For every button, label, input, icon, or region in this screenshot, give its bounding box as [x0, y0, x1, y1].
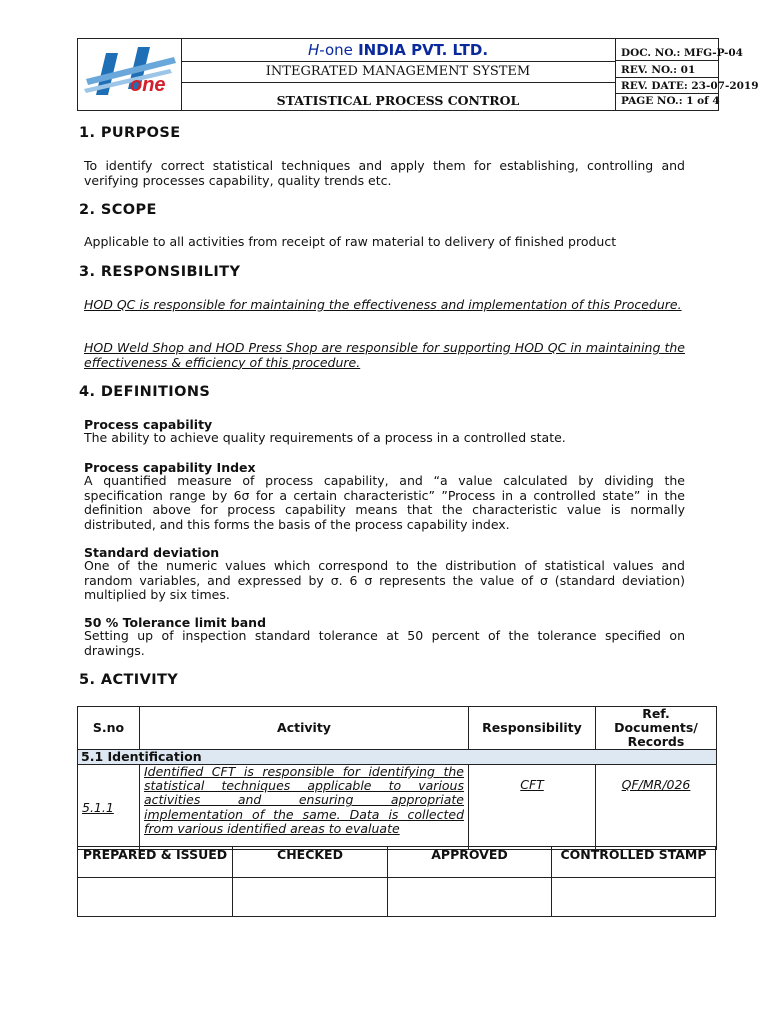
definition-text: One of the numeric values which correspond to the distribution of statistical values and random variables, and expressed by σ. 6 σ represents the value of σ (standard deviation) multiplied by six times.	[84, 558, 685, 602]
signoff-cell	[233, 878, 388, 917]
definition-term: Process capability	[84, 417, 213, 432]
section-heading-scope: 2. SCOPE	[79, 202, 157, 218]
section-heading-purpose: 1. PURPOSE	[79, 125, 181, 141]
definition-text: The ability to achieve quality requirements of a process in a controlled state.	[84, 430, 566, 445]
signoff-cell	[552, 878, 716, 917]
section-heading-responsibility: 3. RESPONSIBILITY	[79, 264, 241, 280]
column-header-activity: Activity	[140, 707, 469, 750]
cell-responsibility: CFT	[469, 765, 596, 850]
purpose-text: To identify correct statistical techniques and apply them for establishing, controlling and verifying processes capability, quality trends etc.	[84, 158, 685, 188]
definition-term: 50 % Tolerance limit band	[84, 615, 267, 630]
section-heading-definitions: 4. DEFINITIONS	[79, 384, 211, 400]
cell-sno: 5.1.1	[78, 765, 140, 850]
section-heading-activity: 5. ACTIVITY	[79, 672, 179, 688]
document-title: STATISTICAL PROCESS CONTROL	[276, 93, 520, 108]
definition-term: Process capability Index	[84, 460, 256, 475]
signoff-checked: CHECKED	[233, 847, 388, 878]
document-header	[77, 38, 759, 111]
company-logo	[78, 39, 182, 110]
document-meta	[616, 39, 759, 110]
column-header-ref-documents: Ref. Documents/ Records	[596, 707, 717, 750]
responsibility-text-2: HOD Weld Shop and HOD Press Shop are responsible for supporting HOD QC in maintaining the effectiveness & efficiency of this procedure.	[84, 340, 685, 370]
subheading-identification: 5.1 Identification	[78, 750, 717, 765]
rev-date: REV. DATE: 23-07-2019	[616, 79, 719, 94]
definition-term: Standard deviation	[84, 545, 220, 560]
svg-text:one: one	[130, 74, 166, 96]
page-no: PAGE NO.: 1 of 4	[621, 95, 720, 107]
scope-text: Applicable to all activities from receipt of raw material to delivery of finished product	[84, 234, 617, 249]
table-header-row	[78, 707, 717, 750]
signoff-table	[77, 846, 716, 917]
table-row	[78, 765, 717, 850]
responsibility-text-1: HOD QC is responsible for maintaining the effectiveness and implementation of this Procedure.	[84, 297, 682, 312]
h-one-logo-icon	[78, 39, 181, 110]
column-header-responsibility: Responsibility	[469, 707, 596, 750]
signoff-cell	[388, 878, 552, 917]
signoff-controlled-stamp: CONTROLLED STAMP	[552, 847, 716, 878]
signoff-approved: APPROVED	[388, 847, 552, 878]
signoff-cell	[78, 878, 233, 917]
cell-ref: QF/MR/026	[596, 765, 717, 850]
signoff-header-row	[78, 847, 716, 878]
signoff-blank-row	[78, 878, 716, 917]
definition-text: Setting up of inspection standard tolerance at 50 percent of the tolerance specified on drawings.	[84, 628, 685, 658]
header-center	[181, 39, 616, 110]
rev-no: REV. NO.: 01	[616, 62, 719, 78]
system-name: INTEGRATED MANAGEMENT SYSTEM	[181, 62, 615, 83]
table-subheading-row	[78, 750, 717, 765]
definition-text: A quantified measure of process capability, and “a value calculated by dividing the specification range by 6σ for a certain characteristic” ”Process in a controlled state” in the definition above for process capability means that the characteristic value is normally distributed, and this forms the basis of the process capability index.	[84, 473, 685, 532]
cell-activity: Identified CFT is responsible for identifying the statistical techniques applicable to various activities and ensuring appropriate implementation of the same. Data is collected from various identified areas to evaluate	[140, 765, 469, 850]
doc-no: DOC. NO.: MFG-P-04	[616, 39, 719, 61]
column-header-sno: S.no	[78, 707, 140, 750]
company-name: H-one INDIA PVT. LTD.	[181, 39, 615, 62]
signoff-prepared: PREPARED & ISSUED	[78, 847, 233, 878]
activity-table	[77, 706, 717, 850]
